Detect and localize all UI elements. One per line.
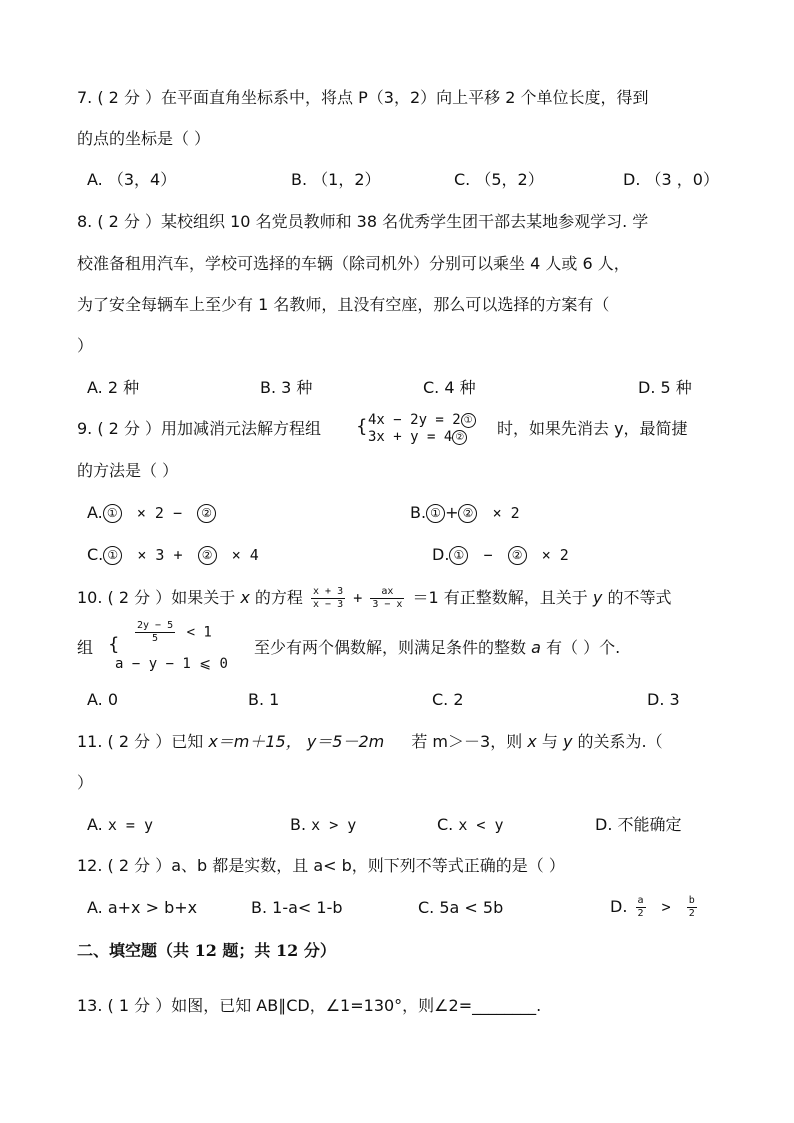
q7-stem-line2: 的点的坐标是（ ） (77, 129, 211, 148)
q10-option-d[interactable]: D. 3 (647, 690, 680, 709)
q8-option-c[interactable]: C. 4 种 (423, 378, 476, 397)
q7-option-a[interactable]: A. （3，4） (87, 170, 177, 189)
q11-stem-line2: ） (77, 773, 94, 792)
q10-option-b[interactable]: B. 1 (248, 690, 280, 709)
q11-option-a[interactable]: A. x = y (87, 815, 153, 834)
q8-stem-line4: ） (77, 336, 94, 355)
q8-stem-line2: 校准备租用汽车，学校可选择的车辆（除司机外）分别可以乘坐 4 人或 6 人， (77, 254, 630, 273)
section-title-fill-in: 二、填空题（共 12 题；共 12 分） (77, 941, 336, 960)
q8-option-d[interactable]: D. 5 种 (638, 378, 692, 397)
q11-option-d[interactable]: D. 不能确定 (595, 815, 682, 834)
q9-system-brace: { (356, 416, 368, 437)
q7-option-d[interactable]: D. （3 ，0） (623, 170, 719, 189)
q10-line2-text: 至少有两个偶数解，则满足条件的整数 a 有（ ）个. (254, 638, 621, 657)
q10-fraction-1: $\frac{x + 3}{x - 3}$ (312, 586, 344, 610)
q11-stem-line1: 11. ( 2 分 ）已知 x＝m＋15， y＝5－2m 若 m＞－3，则 x 与 y 的关系为.（ (77, 732, 663, 751)
q9-option-d[interactable]: D. ① − ② × 2 (432, 545, 569, 564)
q10-system-brace: { (108, 634, 120, 655)
q9-stem-post: 时，如果先消去 y，最简捷 (497, 419, 688, 438)
q9-option-c[interactable]: C. ① × 3 + ② × 4 (87, 545, 259, 564)
q10-option-a[interactable]: A. 0 (87, 690, 119, 709)
q8-stem-line1: 8. ( 2 分 ）某校组织 10 名党员教师和 38 名优秀学生团干部去某地参观学习. 学 (77, 212, 649, 231)
q11-option-b[interactable]: B. x > y (290, 815, 357, 834)
q9-stem-line2: 的方法是（ ） (77, 461, 179, 480)
q8-option-a[interactable]: A. 2 种 (87, 378, 140, 397)
q9-option-b[interactable]: B. ① + ② × 2 (410, 503, 520, 522)
q9-equation-2: 3x + y = 4 ② (368, 429, 467, 445)
q12-option-a[interactable]: A. a+x > b+x (87, 898, 198, 917)
q12-option-c[interactable]: C. 5a < 5b (418, 898, 504, 917)
q11-option-c[interactable]: C. x < y (437, 815, 504, 834)
q13-stem-line1: 13. ( 1 分 ）如图，已知 AB∥CD，∠1=130°，则∠2=________. (77, 996, 542, 1015)
q7-option-b[interactable]: B. （1，2） (291, 170, 381, 189)
q12-option-b[interactable]: B. 1-a< 1-b (251, 898, 343, 917)
q12-option-d[interactable]: D. $\frac{a}{2}$ > $\frac{b}{2}$ (610, 895, 695, 919)
q7-option-c[interactable]: C. （5，2） (454, 170, 544, 189)
q10-stem-line1: 10. ( 2 分 ）如果关于 x 的方程 $\frac{x + 3}{x - 3}$ + $\frac{ax}{3 - x}$ ＝1 有正整数解，且关于 y 的不等式 (77, 586, 672, 610)
q9-option-a[interactable]: A. ① × 2 − ② (87, 502, 216, 524)
q10-inequality-1: $\frac{2y - 5}{5}$ < 1 (137, 620, 212, 644)
q8-stem-line3: 为了安全每辆车上至少有 1 名教师，且没有空座，那么可以选择的方案有（ (77, 295, 610, 314)
q10-fraction-2: $\frac{ax}{3 - x}$ (372, 586, 403, 610)
q8-option-b[interactable]: B. 3 种 (260, 378, 313, 397)
q9-stem-pre: 9. ( 2 分 ）用加减消元法解方程组 (77, 419, 322, 438)
q10-line2-label: 组 (77, 638, 94, 657)
q9-equation-1: 4x − 2y = 2 ① (368, 412, 476, 428)
q12-stem-line1: 12. ( 2 分 ）a、b 都是实数，且 a< b，则下列不等式正确的是（ ） (77, 856, 565, 875)
q7-stem-line1: 7. ( 2 分 ）在平面直角坐标系中，将点 P（3，2）向上平移 2 个单位长度，得到 (77, 88, 649, 107)
q10-option-c[interactable]: C. 2 (432, 690, 464, 709)
q10-inequality-2: a − y − 1 ⩽ 0 (115, 656, 228, 672)
